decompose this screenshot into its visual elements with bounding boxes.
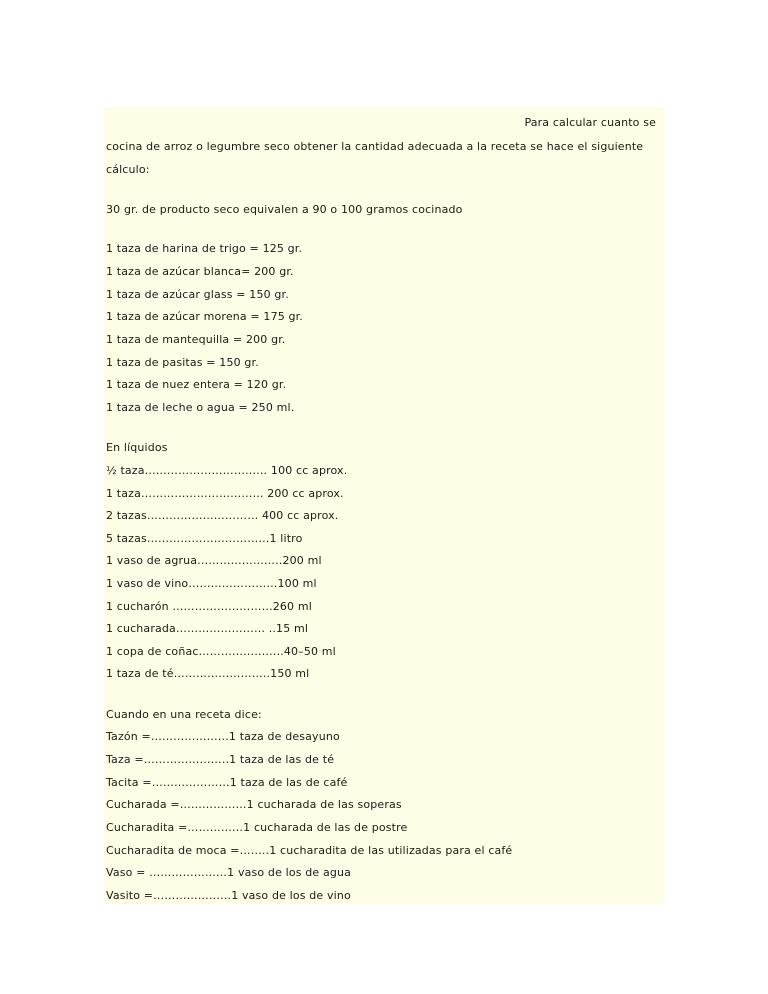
liquid-item: 1 vaso de vino……………………100 ml [106,577,317,590]
recipe-item: Cucharadita =……………1 cucharada de las de postre [106,821,408,834]
liquid-item: 1 cucharón ………………………260 ml [106,600,312,613]
recipe-item: Cucharada =………………1 cucharada de las soperas [106,798,402,811]
cup-item: 1 taza de leche o agua = 250 ml. [106,401,295,414]
recipe-heading: Cuando en una receta dice: [106,708,262,721]
cup-item: 1 taza de azúcar glass = 150 gr. [106,288,289,301]
recipe-item: Tacita =…………………1 taza de las de café [106,776,348,789]
liquid-item: 1 taza…………………………… 200 cc aprox. [106,487,344,500]
cup-item: 1 taza de harina de trigo = 125 gr. [106,242,303,255]
document-content [104,107,664,904]
recipe-item: Vasito =…………………1 vaso de los de vino [106,889,351,902]
cup-item: 1 taza de azúcar blanca= 200 gr. [106,265,294,278]
liquid-item: 2 tazas………………………… 400 cc aprox. [106,509,339,522]
cup-item: 1 taza de mantequilla = 200 gr. [106,333,286,346]
intro-line-3: cálculo: [106,163,150,176]
intro-line-1: Para calcular cuanto se [524,116,656,129]
cup-item: 1 taza de pasitas = 150 gr. [106,356,259,369]
liquids-heading: En líquidos [106,441,168,454]
recipe-item: Tazón =…………………1 taza de desayuno [106,730,340,743]
conversion-line: 30 gr. de producto seco equivalen a 90 o 100 gramos cocinado [106,203,463,216]
liquid-item: 1 vaso de agrua…………………..200 ml [106,554,322,567]
recipe-item: Taza =…………………..1 taza de las de té [106,753,335,766]
cup-item: 1 taza de azúcar morena = 175 gr. [106,310,303,323]
recipe-item: Cucharadita de moca =……..1 cucharadita de las utilizadas para el café [106,844,513,857]
intro-line-2: cocina de arroz o legumbre seco obtener la cantidad adecuada a la receta se hace el siguiente [106,140,644,153]
cup-item: 1 taza de nuez entera = 120 gr. [106,378,287,391]
liquid-item: 1 copa de coñac…………………..40–50 ml [106,645,336,658]
recipe-item: Vaso = …………………1 vaso de los de agua [106,866,351,879]
liquid-item: 1 cucharada…………………… ..15 ml [106,622,309,635]
liquid-item: 1 taza de té……………………..150 ml [106,667,310,680]
liquid-item: 5 tazas……………………………1 litro [106,532,303,545]
liquid-item: ½ taza…………………………… 100 cc aprox. [106,464,348,477]
